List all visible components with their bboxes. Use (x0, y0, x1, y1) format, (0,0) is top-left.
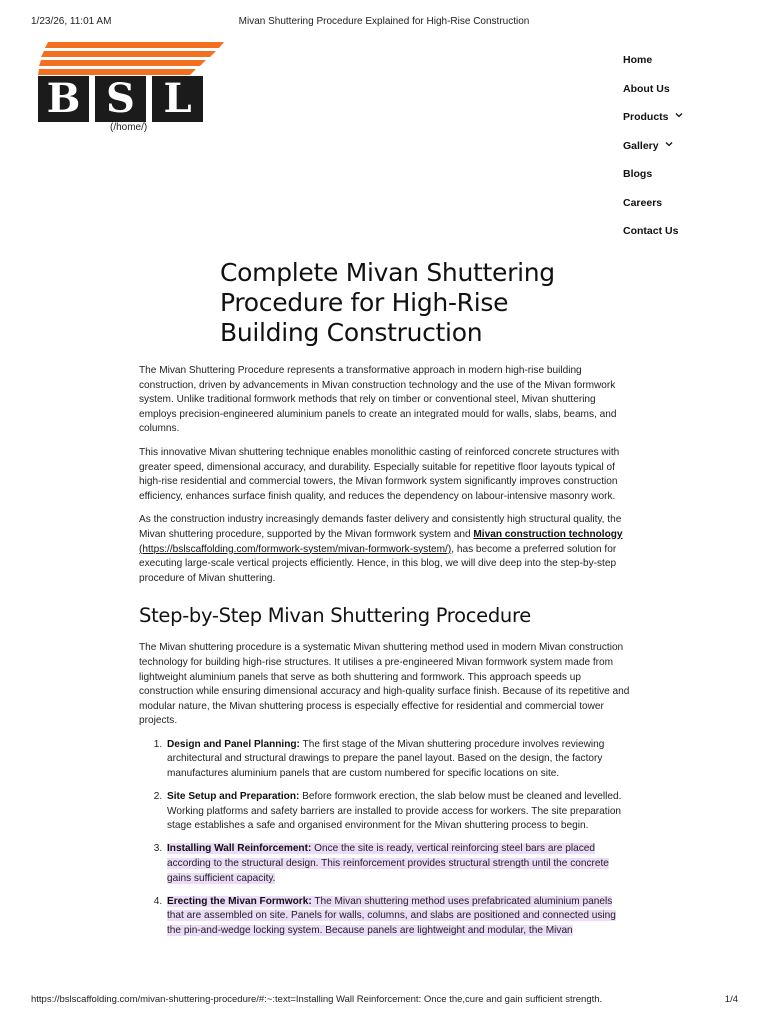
logo-letter-l: L (152, 76, 203, 122)
list-item (165, 842, 631, 886)
nav-item-label: Products (623, 111, 669, 123)
print-datetime: 1/23/26, 11:01 AM (31, 16, 112, 27)
chevron-down-icon[interactable] (665, 140, 673, 150)
nav-item-label: Careers (623, 196, 663, 209)
nav-item-about-us[interactable] (623, 83, 743, 112)
intro-p3-text: As the construction industry increasingly demands faster delivery and consistently high structural quality, the Mivan shuttering procedure, supported by the Mivan formwork system and (139, 514, 622, 540)
print-url: https://bslscaffolding.com/mivan-shuttering-procedure/#:~:text=Installing Wall Reinforcement: Once the,cure and gain sufficient strength. (31, 994, 603, 1005)
nav-item-careers[interactable] (623, 197, 743, 226)
nav-item-label: About Us (623, 82, 670, 95)
nav-item-blogs[interactable] (623, 168, 743, 197)
chevron-down-icon[interactable] (675, 111, 683, 121)
highlighted-text (167, 843, 609, 883)
intro-paragraph-2: This innovative Mivan shuttering technique enables monolithic casting of reinforced concrete structures with greater speed, dimensional accuracy, and durability. Especially suitable for repetitive floor layouts typical of high-rise residential and commercial towers, the Mivan formwork system significantly improves construction efficiency, enhances surface finish quality, and reduces the dependency on labour-intensive masonry work. (139, 446, 620, 502)
link-label: Mivan construction technology (473, 528, 623, 540)
step-title: Erecting the Mivan Formwork: (167, 895, 312, 907)
print-header (0, 16, 768, 30)
article-title: Complete Mivan Shuttering Procedure for High-Rise Building Construction (220, 258, 555, 347)
step-title: Installing Wall Reinforcement: (167, 843, 312, 855)
section-paragraph: The Mivan shuttering procedure is a systematic Mivan shuttering method used in modern Mivan construction technology for building high-rise structures. It utilises a pre-engineered Mivan formwork system made from lightweight aluminium panels that serve as both shuttering and formwork. This approach speeds up construction while ensuring dimensional accuracy and high-quality surface finish. Because of its repetitive and modular nature, the Mivan shuttering process is especially effective for residential and commercial tower projects. (139, 642, 630, 727)
nav-item-label: Home (623, 54, 653, 66)
nav-item-label: Gallery (623, 139, 659, 152)
nav-item-home[interactable] (623, 54, 743, 83)
nav-item-label: Blogs (623, 168, 653, 180)
step-text: The Mivan shuttering method uses prefabricated aluminium panels that are assembled on site. Panels for walls, columns, and slabs are positioned and connected using the pin-and-wedge locking system. Because panels are lightweight and modular, the Mivan (167, 895, 616, 936)
step-text: The first stage of the Mivan shuttering procedure involves reviewing architectural and structural drawings to prepare the panel layout. Based on the design, the factory manufactures aluminium panels that are custom numbered for specific locations on site. (167, 738, 605, 780)
highlighted-text (167, 896, 616, 936)
intro-paragraph-3 (139, 513, 631, 586)
link-url: (https://bslscaffolding.com/formwork-system/mivan-formwork-system/) (139, 543, 452, 555)
list-item (165, 738, 631, 782)
list-item (165, 790, 631, 834)
nav-item-contact-us[interactable] (623, 225, 743, 254)
intro-paragraph-1: The Mivan Shuttering Procedure represents a transformative approach in modern high-rise building construction, driven by advancements in Mivan construction technology and the use of the Mivan formwork system. Unlike traditional formwork methods that rely on timber or conventional steel, Mivan shuttering employs precision-engineered aluminium panels to create an integrated mould for walls, slabs, beams, and columns. (139, 365, 617, 435)
nav-item-gallery[interactable] (623, 140, 743, 169)
list-item (165, 895, 631, 939)
logo-letter-s: S (95, 76, 146, 122)
main-nav (623, 54, 743, 254)
logo-stripes-icon (36, 40, 226, 80)
step-text: Before formwork erection, the slab below must be cleaned and levelled. Working platforms and safety barriers are installed to provide access for workers. The site preparation stage establishes a safe and organised environment for the Mivan shuttering process to begin. (167, 791, 622, 832)
step-text: Once the site is ready, vertical reinforcing steel bars are placed according to the structural design. This reinforcement provides structural strength until the concrete gains sufficient capacity. (167, 843, 609, 884)
steps-list (139, 738, 631, 939)
nav-item-label: Contact Us (623, 225, 679, 237)
logo-letter-b: B (38, 76, 89, 122)
print-page-title: Mivan Shuttering Procedure Explained for High-Rise Construction (238, 16, 530, 27)
article-body (139, 364, 631, 947)
site-logo[interactable] (36, 40, 226, 136)
step-title: Design and Panel Planning: (167, 738, 300, 750)
logo-home-link[interactable]: (/home/) (110, 122, 148, 133)
intro-p3-text-after: , has become a preferred solution for executing large-scale vertical projects efficiently. Hence, in this blog, we will dive deep into the step-by-step procedure of Mivan shuttering. (139, 543, 617, 584)
page-number: 1/4 (724, 994, 738, 1005)
logo-letters (38, 76, 204, 122)
section-heading: Step-by-Step Mivan Shuttering Procedure (139, 604, 531, 628)
nav-item-products[interactable] (623, 111, 743, 140)
step-title: Site Setup and Preparation: (167, 791, 300, 803)
